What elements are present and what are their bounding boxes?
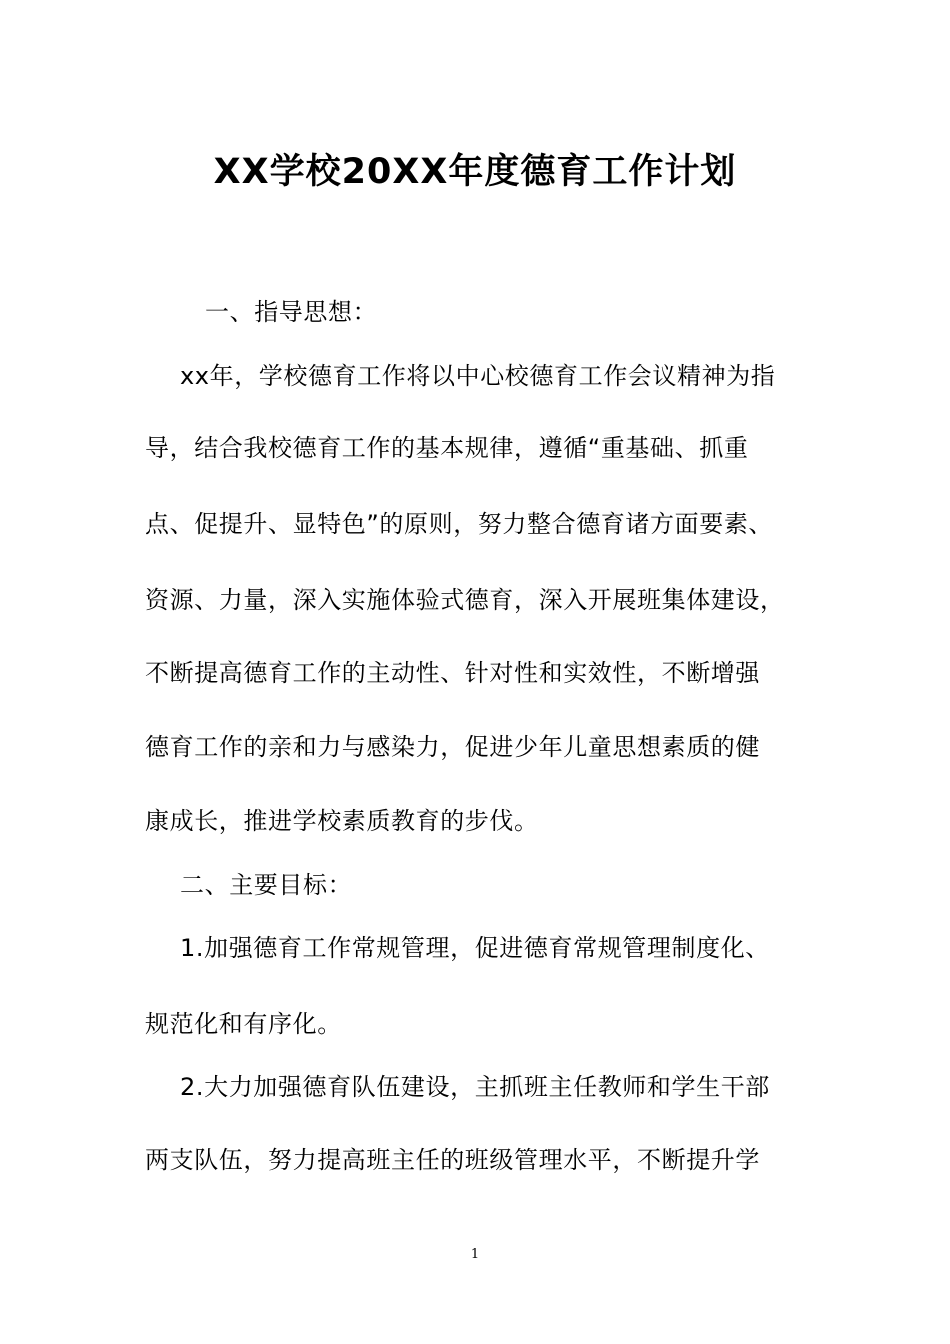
paragraph-line: xx年，学校德育工作将以中心校德育工作会议精神为指 [180,362,776,390]
goal-line: 2.大力加强德育队伍建设，主抓班主任教师和学生干部 [180,1073,770,1101]
paragraph-line: 点、促提升、显特色”的原则，努力整合德育诸方面要素、 [145,510,774,538]
paragraph-line: 德育工作的亲和力与感染力，促进少年儿童思想素质的健 [145,733,760,761]
paragraph-line: 不断提高德育工作的主动性、针对性和实效性，不断增强 [145,659,760,687]
goal-line: 规范化和有序化。 [145,1010,342,1038]
goal-line: 1.加强德育工作常规管理，促进德育常规管理制度化、 [180,934,770,962]
paragraph-line: 导，结合我校德育工作的基本规律，遵循“重基础、抓重 [145,434,749,462]
paragraph-line: 康成长，推进学校素质教育的步伐。 [145,807,539,835]
goal-line: 两支队伍，努力提高班主任的班级管理水平，不断提升学 [145,1146,760,1174]
page-number: 1 [470,1247,480,1262]
section-heading-guiding-ideology: 一、指导思想： [205,298,378,326]
document-title: XX学校20XX年度德育工作计划 [213,152,737,192]
section-heading-main-goals: 二、主要目标： [180,871,353,899]
paragraph-line: 资源、力量，深入实施体验式德育，深入开展班集体建设， [145,586,785,614]
